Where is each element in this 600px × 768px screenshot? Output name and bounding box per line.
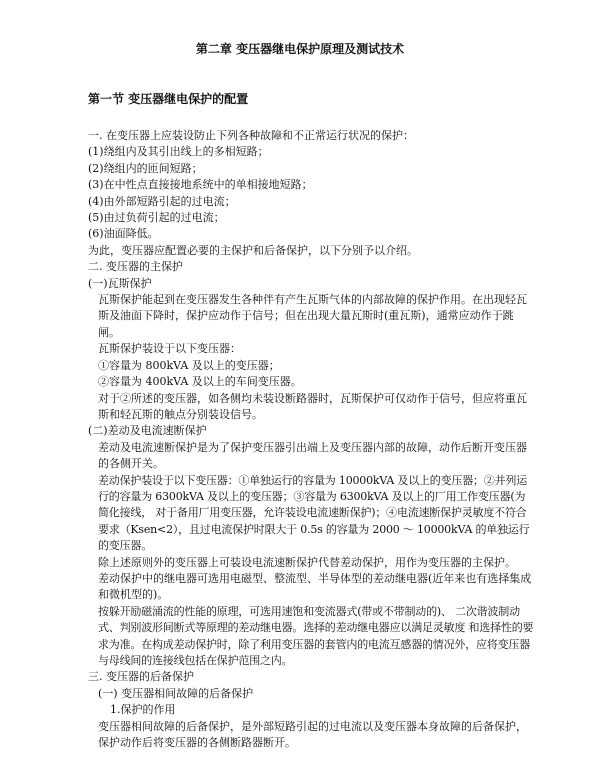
paragraph: 瓦斯保护装设于以下变压器： xyxy=(98,342,241,356)
list-item: (1)绕组内及其引出线上的多相短路； xyxy=(88,145,269,159)
paragraph: 一. 在变压器上应装设防止下列各种故障和不正常运行状况的保护： xyxy=(88,129,414,142)
subheading: (一)瓦斯保护 xyxy=(88,276,152,290)
paragraph: 除上述原则外的变压器上可装设电流速断保护代替差动保护，用作为变压器的主保护。 xyxy=(98,555,516,569)
paragraph: 差动及电流速断保护是为了保护变压器引出端上及变压器内部的故障，动作后断开变压器的各侧开关。 xyxy=(98,440,527,471)
chapter-title: 第二章 变压器继电保护原理及测试技术 xyxy=(195,42,405,56)
paragraph: 对于②所述的变压器，如各侧均未装设断路器时，瓦斯保护可仅动作于信号，但应将重瓦斯和轻瓦斯的触点分别装设信号。 xyxy=(98,391,527,421)
subheading: 1.保护的作用 xyxy=(110,703,176,717)
paragraph: 差动保护中的继电器可选用电磁型、整流型、半导体型的差动继电器(近年来也有选择集成和微机型的)。 xyxy=(98,571,532,602)
list-item: (2)绕组内的匝间短路； xyxy=(88,161,203,175)
heading: 三. 变压器的后备保护 xyxy=(88,670,194,684)
paragraph: 变压器相间故障的后备保护，是外部短路引起的过电流以及变压器本身故障的后备保护，保护动作后将变压器的各侧断路器断开。 xyxy=(98,719,527,750)
list-item: ①容量为 800kVA 及以上的变压器； xyxy=(98,358,280,372)
subheading: (二)差动及电流速断保护 xyxy=(88,424,207,438)
list-item: (5)由过负荷引起的过电流； xyxy=(88,211,225,225)
subheading: (一) 变压器相间故障的后备保护 xyxy=(98,686,254,700)
section-title: 第一节 变压器继电保护的配置 xyxy=(88,92,249,106)
paragraph: 为此，变压器应配置必要的主保护和后备保护，以下分别予以介绍。 xyxy=(88,243,418,257)
list-item: (4)由外部短路引起的过电流； xyxy=(88,194,236,208)
paragraph: 差动保护装设于以下变压器：①单独运行的容量为 10000kVA 及以上的变压器；②并列运行的容量为 6300kVA 及以上的变压器；③容量为 6300kVA 及以上的厂用工作变压器(为简化接线， 对于备用厂用变压器，允许装设电流速断保护)；④电流速断保护灵敏度不符合要求（Ksen<2），且过电流保护时限大于 0.5s 的容量为 2000 ～ 10000kVA 的单独运行的变压器。 xyxy=(98,473,530,553)
paragraph: 按躲开励磁涌流的性能的原理，可选用速饱和变流器式(带或不带制动的)、 二次谐波制动式、判别波形间断式等原理的差动继电器。选择的差动继电器应以满足灵敏度 和选择性的要求为准。在构成差动保护时，除了利用变压器的套管内的电流互感器的情况外，应将变压器与母线间的连接线包括在保护范围之内。 xyxy=(98,604,534,667)
list-item: ②容量为 400kVA 及以上的车间变压器。 xyxy=(98,375,302,389)
paragraph: 瓦斯保护能起到在变压器发生各种伴有产生瓦斯气体的内部故障的保护作用。在出现轻瓦斯及油面下降时，保护应动作于信号；但在出现大量瓦斯时(重瓦斯)，通常应动作于跳闸。 xyxy=(98,293,527,339)
list-item: (3)在中性点直接接地系统中的单相接地短路； xyxy=(88,178,313,192)
list-item: (6)油面降低。 xyxy=(88,227,159,241)
body-text xyxy=(88,128,534,751)
heading: 二. 变压器的主保护 xyxy=(88,260,183,274)
